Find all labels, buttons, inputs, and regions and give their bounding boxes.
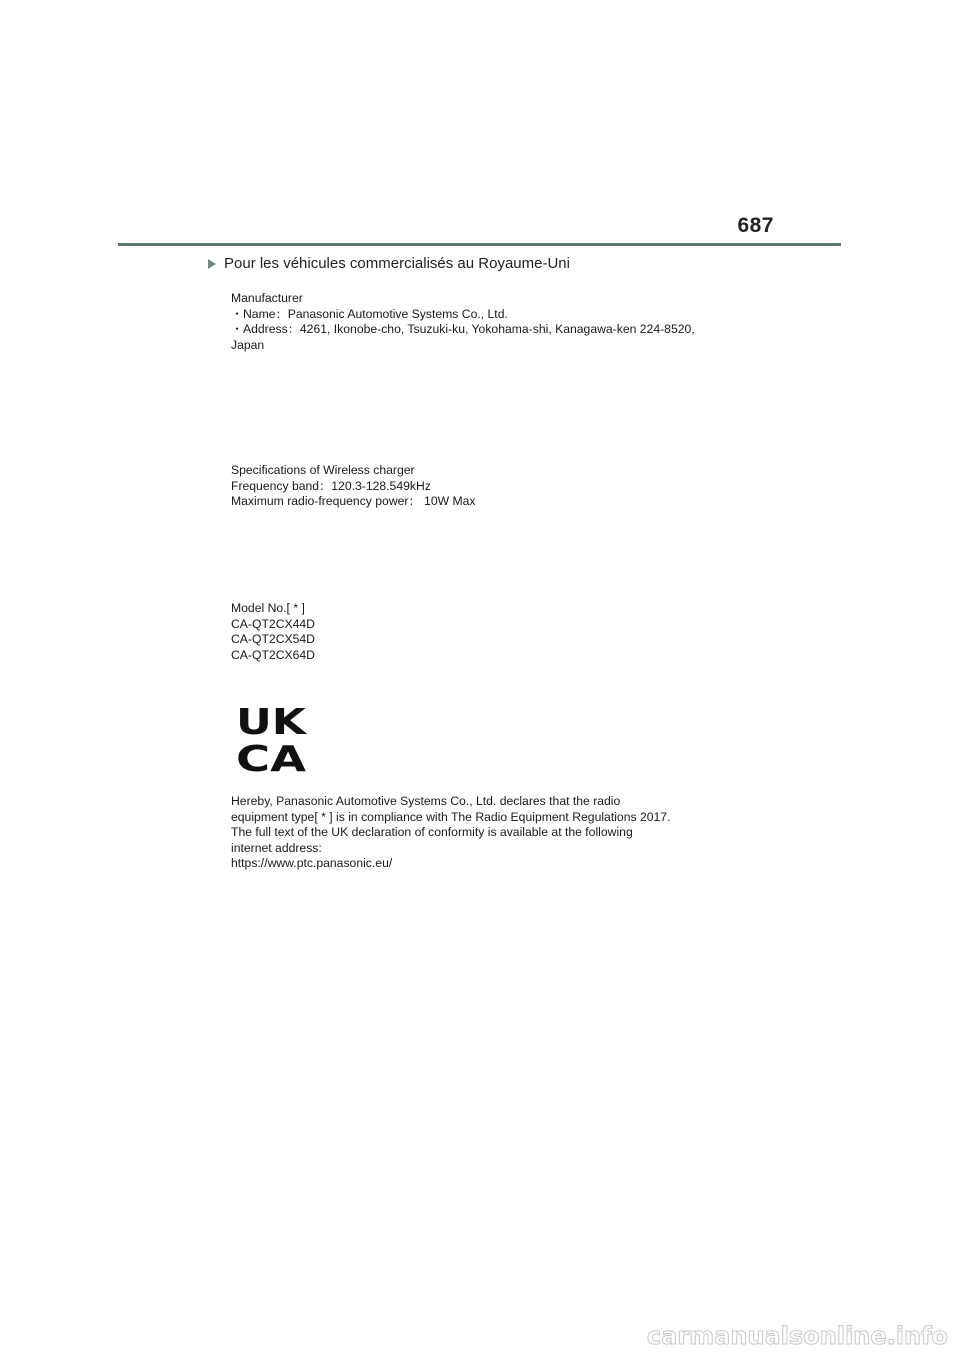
bullet: ・ xyxy=(231,322,244,336)
models-block xyxy=(231,601,315,663)
declaration-block xyxy=(231,794,670,872)
manufacturer-address-country: Japan xyxy=(231,337,265,352)
watermark-logo xyxy=(550,1320,950,1350)
specs-title: Specifications of Wireless charger xyxy=(231,463,415,477)
declaration-line: The full text of the UK declaration of conformity is available at the following xyxy=(231,825,633,839)
bullet: ・ xyxy=(231,306,244,321)
section-heading xyxy=(208,255,570,272)
declaration-line: Hereby, Panasonic Automotive Systems Co., Ltd. declares that the radio xyxy=(231,794,621,808)
manufacturer-title: Manufacturer xyxy=(231,291,303,305)
manufacturer-name: Name：Panasonic Automotive Systems Co., Ltd. xyxy=(243,306,508,321)
declaration-url: https://www.ptc.panasonic.eu/ xyxy=(231,856,393,870)
manufacturer-address: Address：4261, Ikonobe-cho, Tsuzuki-ku, Yokohama-shi, Kanagawa-ken 224-8520, xyxy=(243,322,695,336)
specs-power: Maximum radio-frequency power： 10W Max xyxy=(231,494,476,508)
ukca-mark-line2: CA xyxy=(236,739,307,772)
model-item: CA-QT2CX54D xyxy=(231,632,315,646)
declaration-line: internet address: xyxy=(231,840,322,855)
section-heading-text: Pour les véhicules commercialisés au Royaume-Uni xyxy=(224,255,570,272)
model-item: CA-QT2CX64D xyxy=(231,647,315,662)
ukca-mark-icon xyxy=(236,704,308,772)
page-number: 687 xyxy=(737,214,774,237)
model-item: CA-QT2CX44D xyxy=(231,616,315,631)
triangle-bullet-icon xyxy=(208,259,216,269)
declaration-line: equipment type[ * ] is in compliance with The Radio Equipment Regulations 2017. xyxy=(231,809,671,824)
ukca-mark-line1: UK xyxy=(236,704,308,743)
specs-block xyxy=(231,463,476,510)
specs-frequency: Frequency band：120.3-128.549kHz xyxy=(231,478,431,493)
header-rule xyxy=(118,243,841,246)
watermark-text: carmanualsonline.info xyxy=(646,1322,948,1350)
manufacturer-block xyxy=(231,291,695,353)
models-title: Model No.[ * ] xyxy=(231,601,305,615)
